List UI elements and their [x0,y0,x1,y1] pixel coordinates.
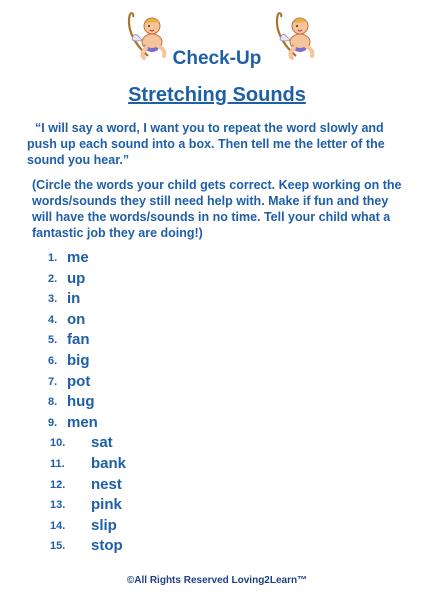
item-number: 3. [48,293,58,306]
item-number: 13. [50,499,66,512]
list-item [0,331,200,352]
list-item [0,249,200,270]
list-item [0,537,200,558]
list-item [0,373,200,394]
word: nest [91,475,122,493]
list-item [0,517,200,538]
word: sat [91,434,113,452]
word: big [67,351,90,369]
list-item [0,496,200,517]
word: pot [67,372,91,390]
list-item [0,393,200,414]
parent-note: (Circle the words your child gets correct. Keep working on the words/sounds they still need help with. Make if fun and they will have the words/sounds in no time. Tell your child what a fantastic job they are doing!) [32,178,402,240]
word: up [67,269,86,287]
word-list [0,249,200,558]
word: me [67,249,89,266]
instructions-text: “I will say a word, I want you to repeat the word slowly and push up each sound into a box. Then tell me the letter of the sound you hear.” [27,121,385,167]
item-number: 15. [50,540,66,553]
word: hug [67,393,95,411]
list-item [0,455,200,476]
word: in [67,290,81,308]
item-number: 7. [48,375,58,388]
word: slip [91,516,117,534]
item-number: 6. [48,354,58,367]
list-item [0,290,200,311]
item-number: 2. [48,272,58,285]
item-number: 8. [48,396,58,409]
list-item [0,270,200,291]
check-up-heading: Check-Up [172,48,262,69]
list-item [0,352,200,373]
copyright-footer: ©All Rights Reserved Loving2Learn™ [126,575,308,586]
word: on [67,310,86,328]
item-number: 4. [48,313,58,326]
item-number: 10. [50,437,66,450]
item-number: 14. [50,519,66,532]
list-item [0,311,200,332]
item-number: 5. [48,334,58,347]
page-title: Stretching Sounds [128,84,306,106]
item-number: 12. [50,478,66,491]
word: pink [91,496,122,514]
item-number: 11. [50,457,65,470]
word: fan [67,331,90,349]
item-number: 1. [48,252,58,264]
word: stop [91,537,123,555]
list-item [0,414,200,435]
word: men [67,413,98,431]
word: bank [91,454,127,472]
list-item [0,476,200,497]
item-number: 9. [48,416,58,429]
list-item [0,434,200,455]
